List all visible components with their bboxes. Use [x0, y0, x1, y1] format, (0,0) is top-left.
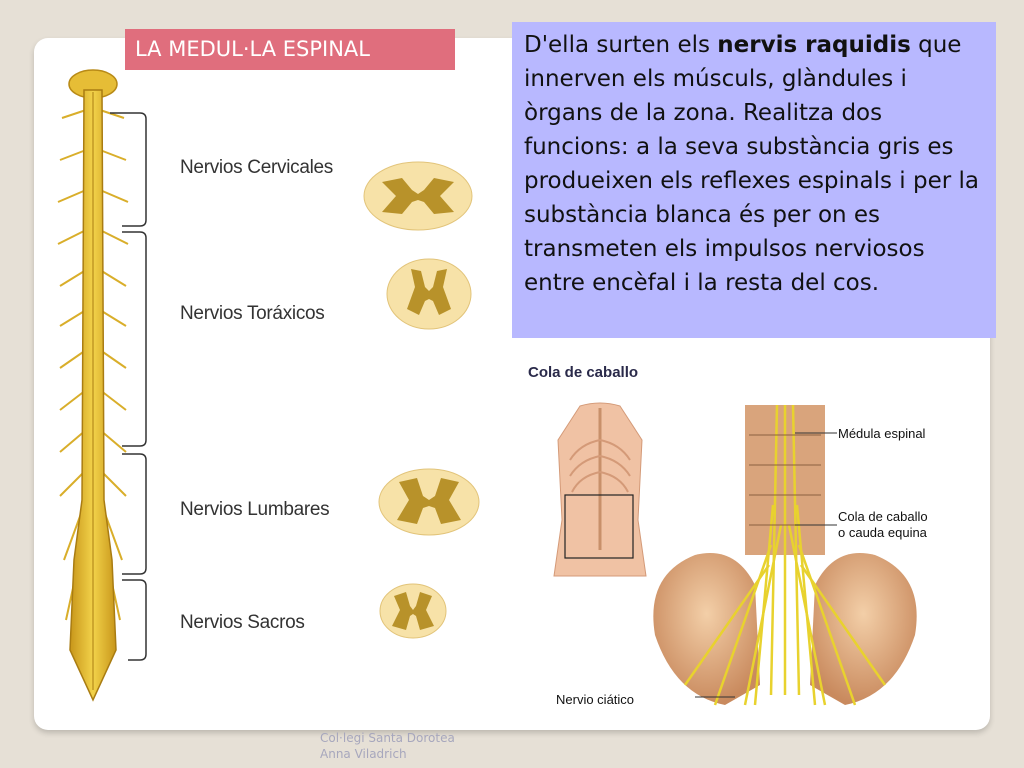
cauda-equina-illustration — [645, 405, 925, 715]
thoracic-cross-section — [385, 257, 473, 331]
torso-illustration — [550, 400, 650, 580]
description-part1: D'ella surten els — [524, 32, 718, 58]
description-part2: que innerven els músculs, glàndules i òrgans de la zona. Realitza dos funcions: a la seva substància gris es produeixen els reflexes espinals i per la substància blanca és per on es transmeten els impulsos nerviosos entre encèfal i la resta del cos. — [524, 32, 979, 296]
cervical-cross-section — [362, 160, 474, 232]
cola-title: Cola de caballo — [528, 364, 639, 381]
nerve-label-cervicales: Nervios Cervicales — [180, 157, 333, 178]
label-cola-caballo-line2: o cauda equina — [838, 525, 927, 540]
footer-school: Col·legi Santa Dorotea — [320, 731, 455, 745]
label-cola-caballo-line1: Cola de caballo — [838, 509, 928, 524]
lumbar-cross-section — [377, 466, 481, 538]
nerve-label-lumbares: Nervios Lumbares — [180, 499, 330, 520]
footer-credit — [320, 730, 455, 762]
nerve-label-sacros: Nervios Sacros — [180, 612, 305, 633]
label-nervio-ciatico: Nervio ciático — [556, 692, 635, 707]
slide-title: LA MEDUL·LA ESPINAL — [125, 29, 455, 70]
footer-author: Anna Viladrich — [320, 747, 407, 761]
description-bold: nervis raquidis — [717, 32, 911, 58]
nerve-label-toraxicos: Nervios Toráxicos — [180, 303, 325, 324]
label-medula-espinal: Médula espinal — [838, 426, 926, 441]
sacral-cross-section — [378, 582, 448, 640]
